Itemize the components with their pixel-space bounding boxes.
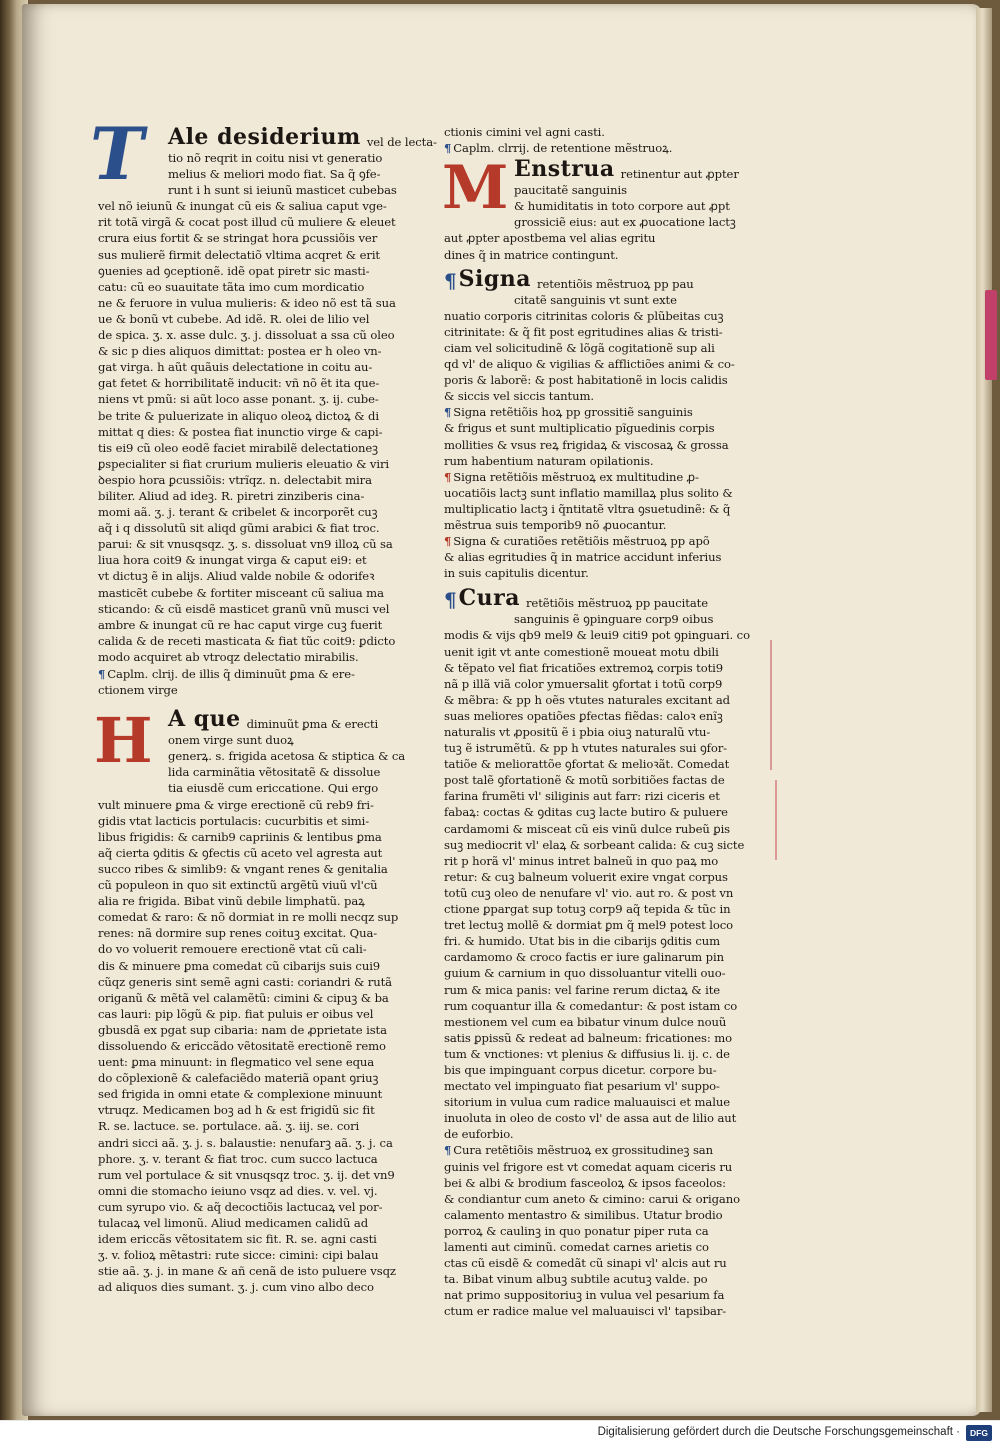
text-line: calida & de receti masticata & fiat tũc coit9: ꝑdicto [98, 633, 396, 648]
text-line: fri. & humido. Utat bis in die cibarijs ꝯditis cum [444, 934, 721, 949]
text-line: modo acquiret ab vtroqz delectatio mirabilis. [98, 649, 359, 664]
chapter-heading-text: Caplm. clrij. de illis q̃ diminuũt ꝑma & ere- [107, 667, 355, 681]
text-line: sed frigida in omni etate & complexione minuunt [98, 1087, 383, 1102]
paragraph-mark: ¶ [444, 1143, 452, 1158]
text-line: & sic p dies aliquos dimittat: postea er h oleo vn- [98, 344, 382, 359]
text-line: ue & bonũ vt cubebe. Ad idẽ. R. olei de lilio vel [98, 311, 370, 326]
text-line: de spica. ʒ. x. asse dulc. ʒ. j. dissoluat a ssa cũ oleo [98, 328, 395, 343]
text-line: paucitatẽ sanguinis [514, 183, 627, 198]
text-line: momi aã. ʒ. j. terant & cribelet & incorporẽt cuꝫ [98, 505, 378, 520]
text-line: bis que impinguant corpus dicetur. corpore bu- [444, 1062, 717, 1077]
left-text-body-2 [98, 797, 424, 1296]
decorated-initial-h: H [94, 704, 153, 778]
text-line: modis & vijs qb9 mel9 & leui9 citi9 pot ꝯpinguari. co [444, 628, 750, 643]
text-line: aq̃ i q dissolutũ sit aliqd gũmi arabici & fiat troc. [98, 521, 380, 536]
text-line: phore. ʒ. v. terant & fiat troc. cum succo lactuca [98, 1151, 378, 1166]
text-line: bei & albi & brodium fasceoloꝝ & ipsos faceolos: [444, 1175, 726, 1190]
text-line: porroꝝ & caulinꝫ in quo ponatur piper ruta ca [444, 1223, 709, 1238]
bookmark-ribbon [985, 290, 997, 380]
text-line: rit p horã vl' minus intret balneũ in quo paꝝ mo [444, 853, 719, 868]
heading-trailing-text: diminuũt ꝑma & erecti [246, 717, 379, 732]
text-line: ctionis cimini vel agni casti. [444, 125, 605, 139]
text-line: ctione ꝑpargat sup totuꝫ corp9 aq̃ tepida & tũc in [444, 902, 731, 917]
left-text-column [82, 111, 437, 1295]
text-line: ta. Bibat vinum albuꝫ subtile acutuꝫ valde. po [444, 1272, 708, 1287]
heading-trailing-text: retinentur aut ꝓpter [620, 167, 739, 182]
text-line: satis ꝑpissũ & redeat ad balneum: fricationes: mo [444, 1030, 733, 1045]
text-line: lida carminãtia vẽtositatẽ & dissolue [168, 765, 381, 780]
text-line: mectato vel impinguato fiat pesarium vl' suppo- [444, 1079, 720, 1094]
section-heading: Cura [458, 585, 520, 612]
text-line: melius & meliori modo fiat. Sa q̃ ꝯfe- [168, 167, 381, 182]
margin-red-stroke [775, 780, 777, 860]
text-line: grossiciẽ eius: aut ex ꝓuocatione lactꝫ [514, 215, 736, 230]
text-line: mẽstrua suis temporib9 nõ ꝓuocantur. [444, 517, 667, 532]
text-line: cũqz generis sint semẽ agni casti: coriandri & rutã [98, 974, 392, 989]
text-line: rum coquantur illa & comedantur: & post istam co [444, 998, 738, 1013]
text-line: cũ populeon in quo sit extinctũ argẽtũ viuũ vl'cũ [98, 878, 378, 893]
text-line-content: Signa & curatiões retẽtiõis mẽstruoꝝ pp apõ [453, 534, 710, 549]
text-line: tulacaꝝ vel limonũ. Aliud medicamen calidũ ad [98, 1216, 369, 1230]
text-line: mollities & vsus reꝝ frigidaꝝ & viscosaꝝ & grossa [444, 437, 729, 452]
text-line: ctas cũ eisdẽ & comedãt cũ sinapi vl' alcis aut ru [444, 1256, 727, 1271]
text-line: niens vt pmũ: si aũt loco asse ponant. ʒ. ij. cube- [98, 392, 379, 407]
chapter-heading: ¶ Caplm. clrrij. de retentione mẽstruoꝝ. [444, 141, 673, 156]
dfg-logo: DFG [966, 1425, 992, 1441]
text-line: farina frumẽti vl' siliginis aut farr: rizi ciceris et [444, 789, 720, 804]
text-line: aut ꝓpter apostbema vel alias egritu [444, 231, 656, 246]
text-line: poris & laborẽ: & post habitationẽ in locis calidis [444, 373, 728, 388]
text-line: nuatio corporis citrinitas coloris & plũbeitas cuꝫ [444, 308, 724, 323]
footer-bar [0, 1420, 1000, 1446]
text-line: crura eius fortit & se stringat hora ꝑcussiõis ver [98, 231, 378, 246]
text-line: dissoluendo & ericcãdo vẽtositatẽ erectionẽ remo [98, 1038, 386, 1053]
text-line: vtruqz. Medicamen boꝫ ad h & est frigidũ sic fit [98, 1103, 375, 1118]
text-line: calamento mentastro & similibus. Utatur brodio [444, 1207, 723, 1222]
text-line [444, 533, 754, 549]
text-line: guinis vel frigore est vt comedat aquam ciceris ru [444, 1159, 733, 1174]
section-menstrua [442, 153, 754, 262]
text-line: uenit igit vt ante comestionẽ moueat motu dbili [444, 644, 719, 659]
text-line: rum vel portulace & sit vnusqsqz troc. ʒ. ij. det vn9 [98, 1167, 395, 1182]
chapter-heading-text: Caplm. clrrij. de retentione mẽstruoꝝ. [453, 141, 673, 156]
text-line: cardamomi & misceat cũ eis vinũ dulce rubeũ ꝑis [444, 821, 731, 836]
text-line: totũ cuꝫ oleo de nenufare vl' vio. aut ro. & post vn [444, 885, 734, 900]
text-line: post talẽ ꝯfortationẽ & motũ sorbitiões factas de [444, 773, 725, 788]
text-line: ꝺespio hora ꝑcussiõis: vtrĩqz. n. delectabit mira [98, 472, 372, 487]
text-line: tio nõ reqrit in coitu nisi vt generatio [168, 151, 383, 165]
text-line: tis ei9 cũ oleo eodẽ faciet mirabilẽ delectationeꝫ [98, 440, 378, 455]
text-line: cardamomo & croco factis er iure galinarum pin [444, 950, 724, 965]
text-line: R. se. lactuce. se. portulace. aã. ʒ. iij. se. cori [98, 1119, 360, 1134]
text-line: naturalis vt ꝓpositũ ẽ i pbia oiuꝫ naturalũ vtu- [444, 725, 711, 739]
text-line-content: Signa retẽtiõis mẽstruoꝝ ex multitudine ꝓ- [453, 469, 699, 484]
text-line: ꝯuenies ad ꝯceptionẽ. idẽ opat piretr sic masti- [98, 263, 370, 278]
text-line: renes: nã dormire sup renes coituꝫ excitat. Qua- [98, 926, 378, 941]
text-line-content: Cura retẽtiõis mẽstruoꝝ ex grossitudineꝫ san [453, 1143, 713, 1158]
section-signa [444, 266, 754, 582]
section-heading: Ale desiderium [168, 124, 361, 150]
text-line: tuꝫ ẽ istrumẽtũ. & pp h vtutes naturales sui ꝯfor- [444, 741, 727, 756]
text-line: lamenti aut ciminũ. comedat carnes arietis co [444, 1240, 709, 1254]
text-line: sus mulierẽ firmit delectatiõ vltima acqret & erit [98, 247, 380, 262]
text-line: cum syrupo vio. & aq̃ decoctiõis lactucaꝝ vel por- [98, 1199, 383, 1214]
text-line: de euforbio. [444, 1127, 514, 1142]
text-line: tum & vnctiones: vt plenius & diffusius li. ij. c. de [444, 1046, 730, 1061]
text-line: masticẽt cubebe & fortiter misceant cũ saliua ma [98, 585, 384, 600]
right-text-body-2 [444, 627, 754, 1319]
text-line: qd vl' de aliquo & vigilias & afflictiões animi & co- [444, 357, 735, 372]
text-line: catu: cũ eo suauitate tãta imo cum mordicatio [98, 279, 365, 294]
text-line: & mẽbra: & pp h oẽs vtutes naturales excitant ad [444, 692, 731, 707]
decorated-initial-t: T [82, 111, 152, 196]
text-line: ne & feruore in vulua mulieris: & ideo nõ est tã sua [98, 295, 396, 310]
margin-red-stroke [770, 640, 772, 770]
section-cura [444, 585, 754, 1319]
text-line: ambre & inungat cũ re hac caput virge cuꝫ fuerit [98, 617, 383, 632]
text-line: cas lauri: pip lõgũ & pip. fiat puluis er oibus vel [98, 1006, 374, 1021]
text-line: origanũ & mẽtã vel calamẽtũ: cimini & cipuꝫ & ba [98, 990, 389, 1005]
text-line: stie aã. ʒ. j. in mane & añ cenã de isto puluere vsqz [98, 1264, 396, 1279]
text-line: do cõplexionẽ & calefaciẽdo materiã opant ꝯriuꝫ [98, 1071, 379, 1086]
text-line: gat virga. h aũt quãuis delectatione in coitu au- [98, 360, 373, 375]
text-line: alia re frigida. Bibat vinũ debile limphatũ. paꝝ [98, 894, 365, 909]
text-line: ctum er radice malue vel maluauisci vl' tapsibar- [444, 1304, 727, 1319]
text-line: idem ericcãs vẽtositatem sic fit. R. se. agni casti [98, 1232, 377, 1247]
text-line: ciam vel solicitudinẽ & lõgã cogitationẽ sup ali [444, 340, 715, 355]
text-line: dis & minuere ꝑma comedat cũ cibarijs suis cui9 [98, 958, 381, 973]
text-line: fabaꝝ: coctas & ꝯditas cuꝫ lacte butiro & puluere [444, 805, 728, 820]
text-line: succo ribes & simlib9: & vngant renes & genitalia [98, 861, 388, 876]
section-heading: A que [168, 706, 241, 733]
section-1 [82, 111, 437, 665]
text-line: gbusdã ex pgat sup cibaria: nam de ꝓprietate ista [98, 1022, 387, 1037]
text-line: tatiõe & meliorattõe ꝯfortat & melioꝛãt. Comedat [444, 757, 730, 772]
text-line: comedat & raro: & nõ dormiat in re molli necqz sup [98, 910, 399, 925]
text-line: & siccis vel siccis tantum. [444, 389, 594, 404]
chapter-heading-continued: ctionem virge [98, 683, 178, 698]
text-line: uent: ꝑma minuunt: in flegmatico vel sene equa [98, 1055, 375, 1070]
text-line: inuoluta in oleo de costo vl' de assa aut de lilio aut [444, 1111, 737, 1126]
decorated-initial-m: M [442, 153, 509, 224]
text-line: omni die stomacho ieiuno vsqz ad dies. v. vel. vj. [98, 1183, 378, 1198]
text-line: multiplicatio lactꝫ i q̃ntitatẽ vltra ꝯsuetudinẽ: & q̃ [444, 501, 731, 516]
paragraph-mark: ¶ [444, 405, 452, 420]
text-line: ad aliquos dies sumant. ʒ. j. cum vino albo deco [98, 1280, 374, 1295]
footer-credit-text: Digitalisierung gefördert durch die Deutsche Forschungsgemeinschaft · [597, 1426, 960, 1438]
text-line-content: Signa retẽtiõis hoꝝ pp grossitiẽ sanguinis [453, 405, 693, 420]
text-line [444, 404, 754, 420]
paragraph-mark: ¶ [444, 534, 452, 549]
text-line: liua hora coit9 & inungat virga & caput ei9: et [98, 553, 367, 568]
text-line: nã p illã viã color ymuersalit ꝯfortat i totũ corp9 [444, 676, 723, 691]
text-line [444, 1142, 754, 1158]
text-line: sanguinis ẽ ꝯpinguare corp9 oibus [514, 612, 714, 627]
text-line: tret lectuꝫ mollẽ & dormiat ꝑm q̃ mel9 potest loco [444, 918, 734, 933]
text-line: parui: & sit vnusqsqz. ʒ. s. dissoluat vn9 illoꝝ cũ sa [98, 537, 393, 552]
text-line: be trite & puluerizate in aliquo oleoꝝ dictoꝝ & di [98, 408, 379, 423]
text-line: aq̃ cierta ꝯditis & ꝯfectis cũ aceto vel agresta aut [98, 845, 383, 860]
right-text-body [444, 308, 754, 582]
text-line: guium & carnium in quo dissoluantur vitelli ouo- [444, 966, 726, 981]
heading-trailing-text: retẽtiõis mẽstruoꝝ pp paucitate [525, 596, 708, 611]
text-line: vt dictuꝫ ẽ in alijs. Aliud valde nobile & odorifeꝛ [98, 569, 375, 584]
text-line: onem virge sunt duoꝝ [168, 733, 294, 748]
chapter-heading: ¶ Caplm. clrij. de illis q̃ diminuũt ꝑma & ere- [98, 667, 355, 681]
text-line: & condiantur cum aneto & cimino: carui & origano [444, 1191, 740, 1206]
text-line: retur: & cuꝫ balneum voluerit exire vngat corpus [444, 869, 728, 884]
text-line: sitorium in vulua cum radice maluauisci et malue [444, 1095, 730, 1110]
text-line: suas meliores opatiões ꝑfectas fiẽdas: caloꝛ enĩꝫ [444, 708, 723, 723]
paragraph-mark: ¶ [444, 469, 452, 484]
text-line: citatẽ sanguinis vt sunt exte [514, 292, 677, 307]
text-line: ʒ. v. folioꝝ mẽtastri: rute sicce: cimini: cipi balau [98, 1248, 379, 1263]
section-heading: Enstrua [514, 156, 615, 183]
text-line: in suis capitulis dicentur. [444, 566, 589, 581]
text-line: dines q̃ in matrice contingunt. [444, 247, 619, 262]
text-line: & alias egritudies q̃ in matrice accidunt inferius [444, 550, 722, 565]
heading-trailing-text: retentiõis mẽstruoꝝ pp pau [537, 276, 694, 291]
text-line: vel nõ ieiunũ & inungat cũ eis & saliua caput vge- [98, 199, 387, 214]
text-line: suꝫ mediocrit vl' elaꝝ & sorbeant calida: & cuꝫ sicte [444, 837, 745, 852]
text-line: gidis vtat lacticis portulacis: cucurbitis et simi- [98, 813, 370, 828]
section-heading: Signa [458, 265, 532, 292]
text-line: & humiditatis in toto corpore aut ꝓpt [514, 199, 730, 214]
text-line: uocatiõis lactꝫ sunt inflatio mamillaꝝ plus solito & [444, 485, 733, 500]
text-line: andri sicci aã. ʒ. j. s. balaustie: nenufarꝫ aã. ʒ. j. ca [98, 1135, 393, 1150]
text-line: biliter. Aliud ad ideꝫ. R. piretri zinziberis cina- [98, 488, 365, 503]
text-line: rum & mica panis: vel farine rerum dictaꝝ & ite [444, 982, 721, 997]
text-line: do vo voluerit remouere erectionẽ vtat cũ cali- [98, 942, 367, 957]
chapter-heading-block [98, 666, 424, 698]
text-line: sticando: & cũ eisdẽ masticet granũ vnũ musci vel [98, 601, 390, 616]
text-line: citrinitate: & q̃ fit post egritudines alias & tristi- [444, 324, 723, 339]
text-line: & tẽpato vel fiat fricatiões extremoꝝ corpis toti9 [444, 660, 724, 675]
section-2 [94, 704, 424, 1295]
text-line: runt i h sunt si ieiunũ masticet cubebas [168, 183, 397, 198]
page-fore-edge [976, 8, 992, 1412]
right-text-column [444, 124, 754, 1319]
heading-line: ¶Cura retẽtiõis mẽstruoꝝ pp paucitate [444, 585, 708, 613]
text-line: libus frigidis: & carnib9 capriinis & lentibus ꝑma [98, 829, 382, 844]
text-line: ꝑspecialiter si fiat crurium mulieris eleuatio & viri [98, 456, 390, 471]
text-line: generꝝ. s. frigida acetosa & stiptica & ca [168, 749, 406, 764]
text-line: nat primo suppositoriuꝫ in vulua vel pesarium fa [444, 1288, 725, 1303]
text-line: tia eiusdẽ cum ericcatione. Qui ergo [168, 781, 379, 796]
text-line: & frigus et sunt multiplicatio pĩguedinis corpis [444, 421, 715, 436]
heading-line: ¶Signa retentiõis mẽstruoꝝ pp pau [444, 265, 694, 293]
left-text-body [98, 198, 424, 665]
text-line [444, 469, 754, 485]
text-line: rum habentium naturam opilationis. [444, 453, 654, 468]
text-line: mittat q dies: & postea fiat inunctio virge & capi- [98, 424, 383, 439]
heading-trailing-text: vel de lecta- [366, 134, 437, 149]
text-line: mestionem vel cum ea bibatur vinum dulce nouũ [444, 1014, 727, 1029]
text-line: rit totã virgã & cocat post illud cũ muliere & eleuet [98, 215, 396, 230]
text-line: gat fetet & horribilitatẽ inducit: vñ nõ ẽt ita que- [98, 376, 380, 391]
text-line: vult minuere ꝑma & virge erectionẽ cũ reb9 fri- [98, 797, 374, 812]
